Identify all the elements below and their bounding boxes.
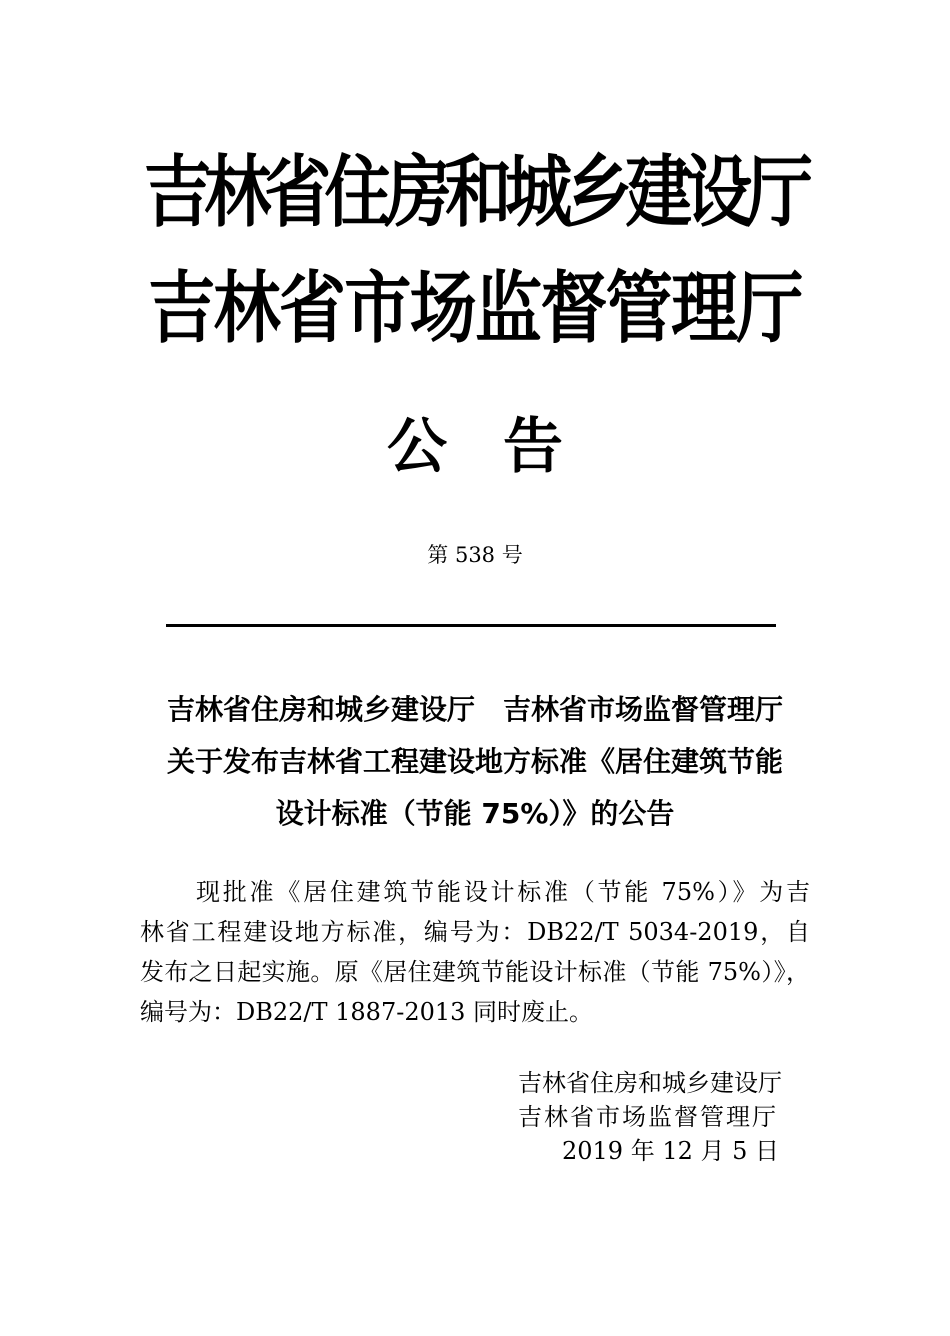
notice-body (140, 872, 810, 1032)
notice-body-line: 发布之日起实施。原《居住建筑节能设计标准（节能 75%）》， (140, 958, 810, 986)
document-type-heading: 公告 (387, 412, 619, 482)
notice-title-line: 设计标准（节能 75%）》的公告 (275, 797, 675, 830)
document-number: 第 538 号 (427, 543, 523, 567)
signature-block (500, 1066, 820, 1168)
header-divider (166, 624, 776, 627)
notice-body-line: 林省工程建设地方标准，编号为：DB22/T 5034-2019，自 (140, 918, 810, 946)
signature-org-market-supervision: 吉林省市场监督管理厅 (518, 1103, 778, 1131)
signature-org-housing: 吉林省住房和城乡建设厅 (518, 1069, 782, 1097)
notice-body-line: 现批准《居住建筑节能设计标准（节能 75%）》为吉 (196, 878, 810, 906)
signature-date: 2019 年 12 月 5 日 (562, 1137, 780, 1165)
notice-title (140, 684, 810, 840)
notice-title-line: 吉林省住房和城乡建设厅 吉林省市场监督管理厅 (166, 693, 783, 726)
issuer-name-market-supervision: 吉林省市场监督管理厅 (148, 264, 802, 354)
notice-body-line: 编号为：DB22/T 1887-2013 同时废止。 (140, 998, 594, 1026)
notice-title-line: 关于发布吉林省工程建设地方标准《居住建筑节能 (166, 745, 783, 778)
issuer-name-housing: 吉林省住房和城乡建设厅 (143, 148, 807, 238)
